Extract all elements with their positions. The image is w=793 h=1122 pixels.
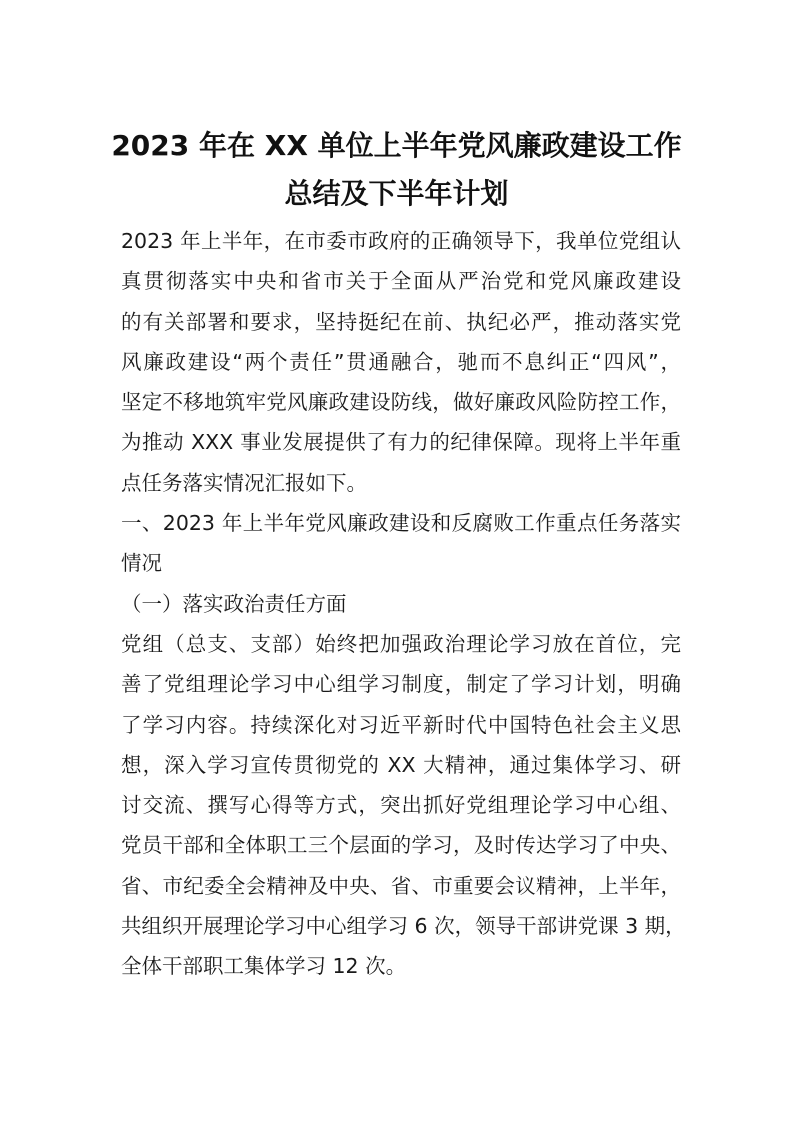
para1-line-9: 全体干部职工集体学习 12 次。 bbox=[121, 954, 407, 979]
intro-line-7: 点任务落实情况汇报如下。 bbox=[121, 470, 367, 495]
para1-line-2: 善了党组理论学习中心组学习制度，制定了学习计划，明确 bbox=[121, 672, 681, 697]
intro-line-4: 风廉政建设“两个责任”贯通融合，驰而不息纠正“四风”， bbox=[121, 349, 681, 374]
intro-line-6: 为推动 XXX 事业发展提供了有力的纪律保障。现将上半年重 bbox=[121, 430, 681, 455]
section-heading-line-1: 一、2023 年上半年党风廉政建设和反腐败工作重点任务落实 bbox=[121, 511, 681, 536]
para1-line-7: 省、市纪委全会精神及中央、省、市重要会议精神，上半年， bbox=[121, 873, 681, 898]
para1-line-8: 共组织开展理论学习中心组学习 6 次，领导干部讲党课 3 期， bbox=[121, 914, 686, 939]
intro-line-1: 2023 年上半年，在市委市政府的正确领导下，我单位党组认 bbox=[121, 229, 681, 253]
intro-paragraph bbox=[121, 221, 681, 503]
para1-line-3: 了学习内容。持续深化对习近平新时代中国特色社会主义思 bbox=[121, 712, 681, 737]
para1-line-5: 讨交流、撰写心得等方式，突出抓好党组理论学习中心组、 bbox=[121, 793, 681, 818]
para1-line-4: 想，深入学习宣传贯彻党的 XX 大精神，通过集体学习、研 bbox=[121, 752, 681, 777]
subsection-heading-text: （一）落实政治责任方面 bbox=[121, 591, 347, 616]
document-title-line-1: 2023 年在 XX 单位上半年党风廉政建设工作 bbox=[111, 129, 682, 162]
document-title-line-2: 总结及下半年计划 bbox=[284, 177, 509, 210]
para1-line-1: 党组（总支、支部）始终把加强政治理论学习放在首位，完 bbox=[121, 631, 681, 656]
intro-line-2: 真贯彻落实中央和省市关于全面从严治党和党风廉政建设 bbox=[121, 269, 681, 294]
section-heading-1 bbox=[121, 503, 681, 584]
document-body bbox=[121, 221, 686, 987]
subsection-heading-1 bbox=[121, 584, 681, 624]
intro-line-3: 的有关部署和要求，坚持挺纪在前、执纪必严，推动落实党 bbox=[121, 309, 681, 334]
paragraph-1 bbox=[121, 624, 686, 987]
para1-line-6: 党员干部和全体职工三个层面的学习，及时传达学习了中央、 bbox=[121, 833, 681, 858]
section-heading-line-2: 情况 bbox=[121, 551, 162, 576]
intro-line-5: 坚定不移地筑牢党风廉政建设防线，做好廉政风险防控工作， bbox=[121, 390, 681, 415]
